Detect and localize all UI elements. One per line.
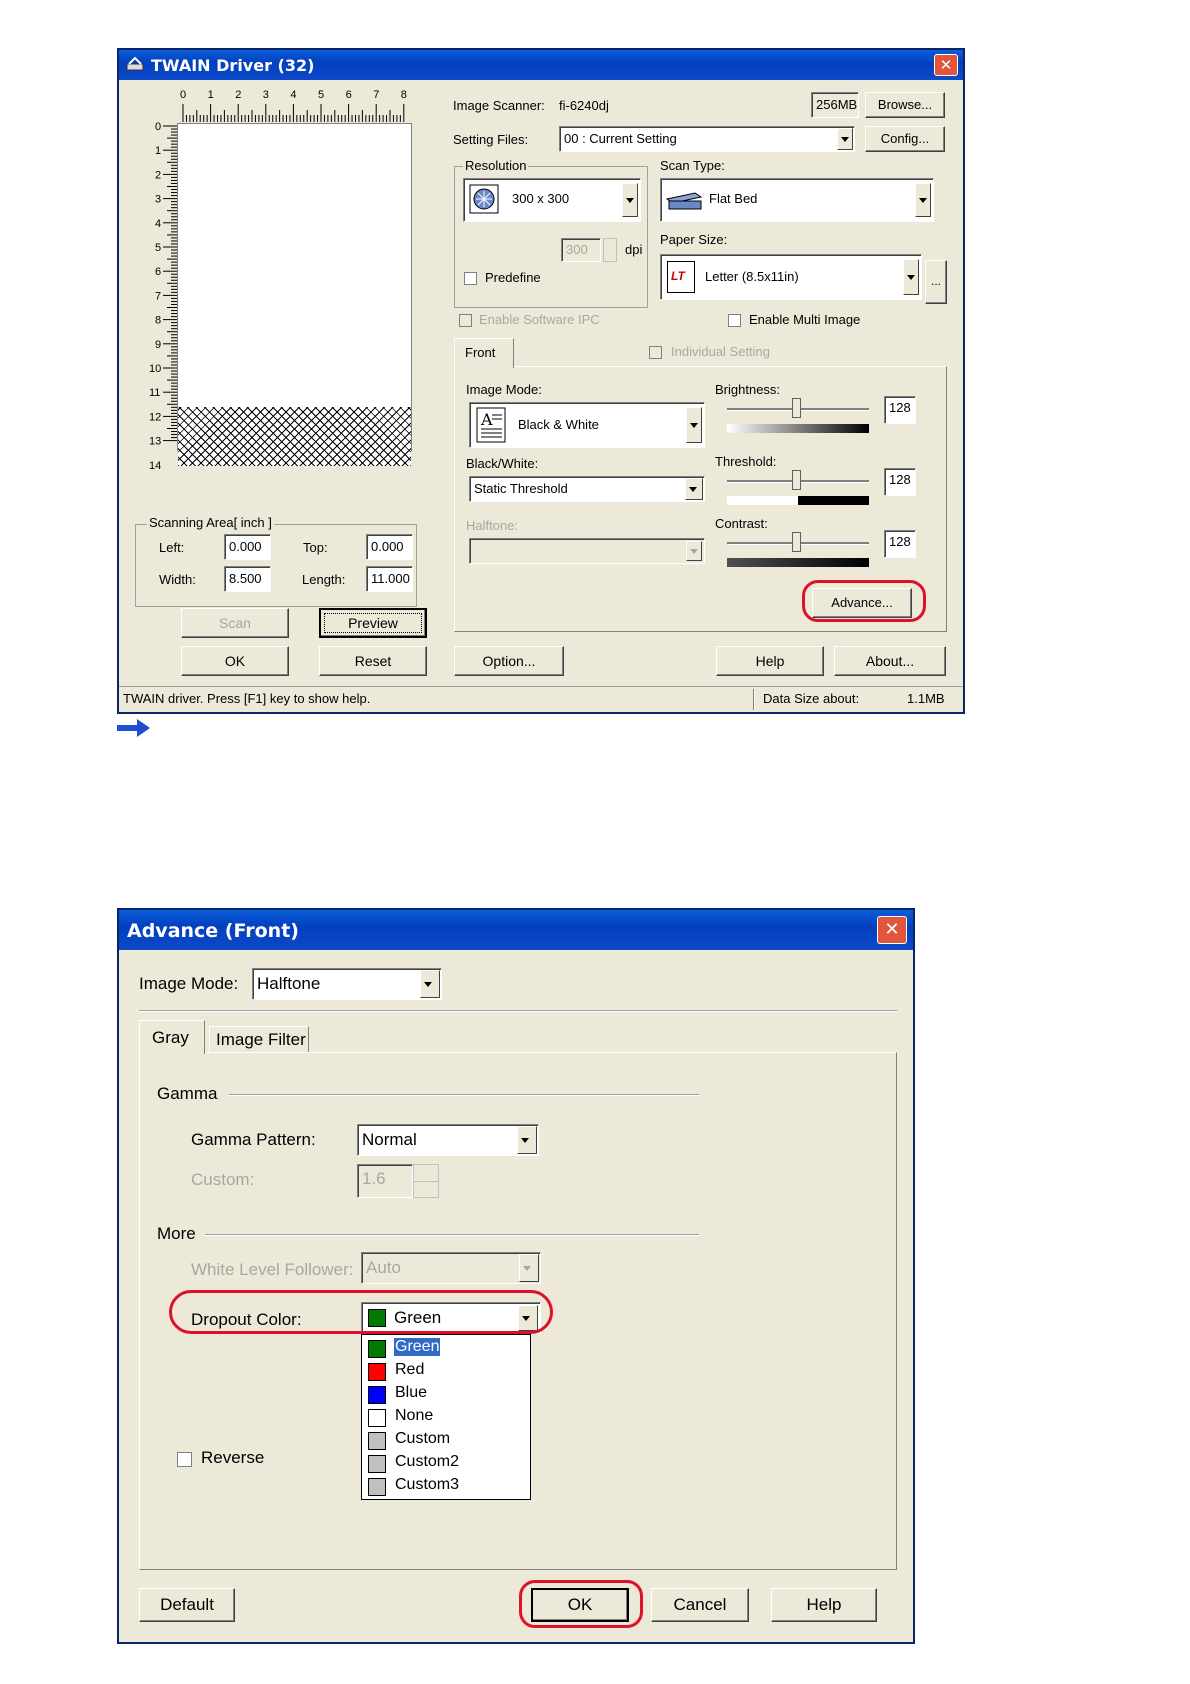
preview-panel — [127, 86, 417, 478]
dropout-option-swatch — [368, 1478, 386, 1496]
setting-files-label: Setting Files: — [453, 132, 529, 147]
left-label: Left: — [159, 540, 185, 555]
dropout-option-custom2[interactable] — [362, 1452, 530, 1474]
dropout-color-highlight — [169, 1290, 553, 1334]
black-white-dropdown-arrow[interactable] — [685, 478, 703, 500]
halftone-label: Halftone: — [466, 518, 519, 533]
enable-software-ipc-label: Enable Software IPC — [479, 312, 600, 327]
brightness-slider-thumb[interactable] — [792, 398, 801, 418]
brightness-gradient — [727, 424, 869, 433]
brightness-value-field[interactable]: 128 — [884, 396, 916, 424]
threshold-gradient — [727, 496, 869, 505]
dropout-option-swatch — [368, 1363, 386, 1381]
ruler-h-label: 3 — [262, 89, 269, 101]
image-scanner-value: fi-6240dj — [559, 98, 609, 113]
twain-close-button[interactable]: ✕ — [934, 54, 958, 76]
default-button[interactable]: Default — [139, 1588, 235, 1622]
ruler-v-label: 11 — [149, 387, 161, 400]
custom-value-field: 1.6 — [357, 1164, 413, 1198]
data-size-value: 1.1MB — [907, 691, 945, 706]
ruler-h-label: 1 — [207, 89, 214, 101]
individual-setting-checkbox — [649, 346, 662, 359]
adv-ok-button[interactable]: OK — [531, 1588, 629, 1622]
dropout-color-dropdown-list — [361, 1334, 531, 1500]
ruler-v-label: 7 — [155, 290, 162, 303]
image-mode-dropdown-arrow[interactable] — [686, 407, 702, 443]
right-arrow-icon — [117, 718, 151, 738]
brightness-label: Brightness: — [715, 382, 781, 397]
ruler-v-label: 12 — [149, 411, 162, 424]
dropout-option-swatch — [368, 1340, 386, 1358]
dpi-label: dpi — [625, 242, 643, 257]
paper-size-icon — [667, 261, 695, 293]
about-button[interactable]: About... — [834, 646, 946, 676]
preview-image-area[interactable] — [177, 123, 412, 451]
cancel-button[interactable]: Cancel — [651, 1588, 749, 1622]
dropout-option-none[interactable] — [362, 1406, 530, 1428]
ruler-v-label: 4 — [155, 217, 162, 230]
dropout-option-swatch — [368, 1386, 386, 1404]
dropout-option-swatch — [368, 1455, 386, 1473]
dropout-option-red[interactable] — [362, 1360, 530, 1382]
more-divider — [205, 1234, 699, 1236]
dropout-option-label: None — [395, 1407, 434, 1424]
adv-help-button[interactable]: Help — [771, 1588, 877, 1622]
more-section-label: More — [157, 1224, 196, 1243]
hatched-out-of-range-area — [178, 407, 411, 466]
twain-window-title: TWAIN Driver (32) — [151, 56, 315, 75]
config-button[interactable]: Config... — [865, 126, 945, 152]
vertical-ruler — [127, 86, 177, 486]
resolution-dropdown-arrow[interactable] — [622, 183, 638, 217]
adv-image-mode-dropdown-arrow[interactable] — [420, 970, 440, 998]
dropout-color-value: Green — [394, 1308, 442, 1327]
advance-close-button[interactable]: ✕ — [877, 916, 907, 944]
gamma-pattern-select[interactable]: Normal — [357, 1124, 539, 1156]
dropout-option-label: Custom3 — [395, 1476, 460, 1493]
gamma-pattern-dropdown-arrow[interactable] — [517, 1126, 537, 1154]
ruler-h-label: 6 — [345, 89, 352, 101]
top-label: Top: — [303, 540, 328, 555]
twain-title-bar — [119, 50, 963, 80]
ruler-v-label: 1 — [155, 145, 162, 158]
paper-size-value: Letter (8.5x11in) — [705, 269, 799, 284]
halftone-dropdown-arrow — [686, 541, 702, 561]
tab-image-filter-label: Image Filter — [216, 1030, 306, 1049]
white-level-follower-label: White Level Follower: — [191, 1260, 354, 1279]
ruler-v-label: 0 — [155, 121, 162, 133]
paper-size-more-button[interactable]: ... — [925, 260, 947, 304]
adv-image-mode-select[interactable]: Halftone — [252, 968, 442, 1000]
dropout-option-swatch — [368, 1409, 386, 1427]
paper-size-label: Paper Size: — [660, 232, 728, 247]
scanner-app-icon — [126, 56, 144, 72]
ruler-h-label: 5 — [318, 89, 325, 101]
ruler-v-label: 10 — [149, 363, 162, 375]
setting-files-select[interactable]: 00 : Current Setting — [559, 126, 855, 152]
contrast-label: Contrast: — [715, 516, 768, 531]
advance-highlight-circle — [802, 580, 926, 622]
browse-button[interactable]: Browse... — [865, 92, 945, 118]
contrast-slider-thumb[interactable] — [792, 532, 801, 552]
dropout-option-green[interactable] — [362, 1337, 530, 1359]
length-field[interactable]: 11.000 — [366, 566, 413, 592]
status-divider — [753, 689, 755, 710]
preview-button[interactable]: Preview — [319, 608, 427, 638]
status-text: TWAIN driver. Press [F1] key to show help. — [123, 691, 371, 706]
dropout-option-label: Blue — [395, 1384, 428, 1401]
resolution-icon — [468, 183, 500, 215]
custom-spinner-divider — [414, 1181, 438, 1182]
reverse-label: Reverse — [201, 1448, 265, 1467]
ruler-v-label: 14 — [149, 459, 162, 472]
ok-button[interactable]: OK — [181, 646, 289, 676]
white-level-dropdown-arrow — [519, 1254, 539, 1282]
ruler-v-label: 5 — [155, 242, 162, 254]
dropout-option-label: Custom — [395, 1430, 451, 1447]
contrast-gradient — [727, 558, 869, 567]
dropout-option-label: Red — [395, 1361, 425, 1378]
predefine-label: Predefine — [485, 270, 541, 285]
advance-title-bar — [119, 910, 913, 950]
width-label: Width: — [159, 572, 196, 587]
ruler-h-label: 2 — [235, 89, 242, 101]
predefine-checkbox[interactable] — [464, 272, 477, 285]
enable-multi-image-label: Enable Multi Image — [749, 312, 861, 327]
top-field[interactable]: 0.000 — [366, 534, 413, 560]
advance-window-title: Advance (Front) — [127, 920, 299, 942]
dropout-option-label: Green — [395, 1338, 440, 1355]
individual-setting-label: Individual Setting — [671, 344, 771, 359]
resolution-value: 300 x 300 — [512, 191, 570, 206]
gamma-pattern-label: Gamma Pattern: — [191, 1130, 316, 1149]
contrast-value-field[interactable]: 128 — [884, 530, 916, 558]
option-button[interactable]: Option... — [454, 646, 564, 676]
dropout-option-label: Custom2 — [395, 1453, 460, 1470]
width-field[interactable]: 8.500 — [224, 566, 271, 592]
ruler-v-label: 13 — [149, 435, 162, 448]
adv-header-divider — [139, 1010, 897, 1012]
dpi-spinner — [603, 238, 617, 262]
dropout-color-label: Dropout Color: — [191, 1310, 302, 1329]
tab-gray-label: Gray — [152, 1028, 189, 1047]
dpi-field: 300 — [561, 238, 601, 262]
paper-size-select[interactable] — [660, 254, 922, 300]
scanning-area-label: Scanning Area[ inch ] — [149, 515, 272, 530]
halftone-select — [469, 538, 705, 564]
gamma-section-label: Gamma — [157, 1084, 218, 1103]
tab-image-filter[interactable] — [209, 1026, 309, 1052]
black-white-mode-icon — [476, 407, 506, 443]
threshold-label: Threshold: — [715, 454, 777, 469]
status-bar — [119, 686, 963, 712]
custom-spinner — [413, 1164, 439, 1198]
resolution-select[interactable] — [463, 178, 641, 222]
tab-gray[interactable] — [139, 1020, 205, 1054]
white-level-follower-select: Auto — [361, 1252, 541, 1284]
ruler-h-label: 0 — [180, 89, 187, 101]
black-white-label: Black/White: — [466, 456, 539, 471]
custom-label: Custom: — [191, 1170, 255, 1189]
gamma-divider — [229, 1094, 699, 1096]
reverse-checkbox[interactable] — [177, 1452, 192, 1467]
image-scanner-label: Image Scanner: — [453, 98, 545, 113]
data-size-label: Data Size about: — [763, 691, 860, 706]
tab-front-label: Front — [465, 345, 496, 360]
dropout-option-custom[interactable] — [362, 1429, 530, 1451]
enable-multi-image-checkbox[interactable] — [728, 314, 741, 327]
twain-driver-window — [117, 48, 965, 714]
black-white-select[interactable]: Static Threshold — [469, 476, 705, 502]
scan-button[interactable]: Scan — [181, 608, 289, 638]
dropout-option-swatch — [368, 1432, 386, 1450]
image-mode-select[interactable] — [469, 402, 705, 448]
scan-type-label: Scan Type: — [660, 158, 725, 173]
threshold-slider-thumb[interactable] — [792, 470, 801, 490]
dropout-option-blue[interactable] — [362, 1383, 530, 1405]
svg-text:A: A — [481, 410, 493, 429]
ruler-h-label: 4 — [290, 89, 297, 101]
reset-button[interactable]: Reset — [319, 646, 427, 676]
paper-size-icon-text: LT — [671, 269, 685, 283]
scan-type-value: Flat Bed — [709, 191, 758, 206]
scan-type-select[interactable] — [660, 178, 934, 222]
advance-button[interactable]: Advance... — [812, 588, 912, 618]
adv-image-mode-label: Image Mode: — [139, 974, 239, 993]
tab-front[interactable] — [454, 338, 514, 368]
scan-type-dropdown-arrow[interactable] — [915, 183, 931, 217]
ruler-v-label: 9 — [155, 338, 162, 351]
paper-size-dropdown-arrow[interactable] — [903, 259, 919, 295]
length-label: Length: — [302, 572, 346, 587]
setting-files-dropdown-arrow[interactable] — [837, 128, 853, 150]
ruler-v-label: 2 — [155, 169, 162, 182]
enable-software-ipc-checkbox — [459, 314, 472, 327]
ruler-v-label: 8 — [155, 314, 162, 327]
ok-button-highlight — [519, 1580, 643, 1628]
ruler-h-label: 8 — [400, 89, 407, 101]
dropout-option-custom3[interactable] — [362, 1475, 530, 1497]
image-mode-value: Black & White — [518, 417, 599, 432]
memory-size-field: 256MB — [811, 92, 859, 118]
advance-dialog — [117, 908, 915, 1644]
help-button[interactable]: Help — [716, 646, 824, 676]
ruler-v-label: 6 — [155, 266, 162, 279]
ruler-h-label: 7 — [373, 89, 380, 101]
ruler-v-label: 3 — [155, 193, 162, 206]
resolution-label: Resolution — [465, 158, 527, 173]
flatbed-icon — [665, 187, 703, 213]
image-mode-label: Image Mode: — [466, 382, 542, 397]
threshold-value-field[interactable]: 128 — [884, 468, 916, 496]
left-field[interactable]: 0.000 — [224, 534, 271, 560]
